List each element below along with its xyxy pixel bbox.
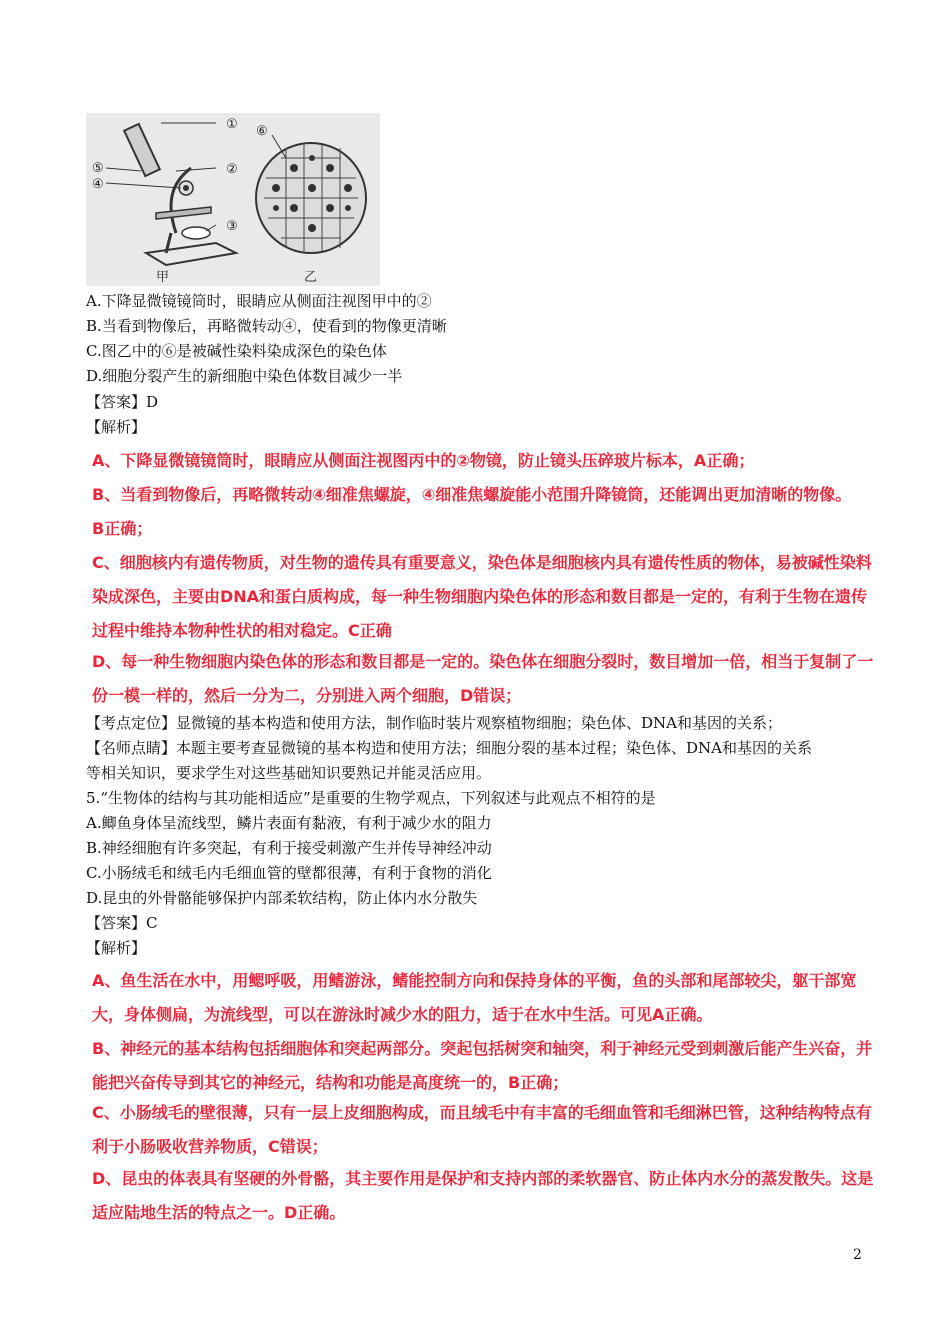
q4-dianjing-2: 等相关知识，要求学生对这些基础知识要熟记并能灵活应用。 xyxy=(86,764,492,782)
q4-analysis-c: C、细胞核内有遗传物质，对生物的遗传具有重要意义，染色体是细胞核内具有遗传性质的物体，易被碱性染料染成深色，主要由DNA和蛋白质构成，每一种生物细胞内染色体的形态和数目都是一定的，有利于生物在遗传过程中维持本物种性状的相对稳定。C正确 xyxy=(92,553,872,640)
q4-analysis-b-cont: B正确； xyxy=(92,519,153,538)
q4-option-d: D.细胞分裂产生的新细胞中染色体数目减少一半 xyxy=(86,367,403,385)
marker-1: ① xyxy=(226,117,238,132)
q4-option-c: C.图乙中的⑥是被碱性染料染成深色的染色体 xyxy=(86,342,387,360)
q5-analysis-label: 【解析】 xyxy=(86,939,147,957)
q5-option-c: C.小肠绒毛和绒毛内毛细血管的壁都很薄，有利于食物的消化 xyxy=(86,864,492,882)
microscope-figure xyxy=(86,113,380,286)
q5-analysis-a: A、鱼生活在水中，用鳃呼吸，用鳍游泳，鳍能控制方向和保持身体的平衡，鱼的头部和尾部较尖，躯干部宽大，身体侧扁，为流线型，可以在游泳时减少水的阻力，适于在水中生活。可见A正确。 xyxy=(92,971,857,1024)
marker-2: ② xyxy=(226,162,238,177)
microscope-illustration xyxy=(86,113,380,286)
q4-dianjing-1: 【名师点睛】本题主要考查显微镜的基本构造和使用方法；细胞分裂的基本过程；染色体、DNA和基因的关系 xyxy=(86,739,812,757)
q4-answer: 【答案】D xyxy=(86,393,159,411)
q4-analysis-a: A、下降显微镜镜筒时，眼睛应从侧面注视图丙中的②物镜，防止镜头压碎玻片标本，A正确； xyxy=(92,451,755,470)
q5-analysis-c: C、小肠绒毛的壁很薄，只有一层上皮细胞构成，而且绒毛中有丰富的毛细血管和毛细淋巴管，这种结构特点有利于小肠吸收营养物质，C错误； xyxy=(92,1103,872,1156)
q4-kaodian: 【考点定位】显微镜的基本构造和使用方法，制作临时装片观察植物细胞；染色体、DNA和基因的关系； xyxy=(86,714,782,732)
label-yi: 乙 xyxy=(304,270,318,285)
marker-3: ③ xyxy=(226,219,238,234)
marker-4: ④ xyxy=(92,177,104,192)
q4-option-b: B.当看到物像后，再略微转动④，使看到的物像更清晰 xyxy=(86,317,447,335)
q5-answer: 【答案】C xyxy=(86,914,158,932)
q4-analysis-b: B、当看到物像后，再略微转动④细准焦螺旋，④细准焦螺旋能小范围升降镜筒，还能调出更加清晰的物像。 xyxy=(92,485,852,504)
q4-option-a: A.下降显微镜镜筒时，眼睛应从侧面注视图甲中的② xyxy=(86,292,432,310)
q5-option-a: A.鲫鱼身体呈流线型，鳞片表面有黏液，有利于减少水的阻力 xyxy=(86,814,492,832)
q5-option-b: B.神经细胞有许多突起，有利于接受刺激产生并传导神经冲动 xyxy=(86,839,492,857)
q5-analysis-b: B、神经元的基本结构包括细胞体和突起两部分。突起包括树突和轴突，利于神经元受到刺激后能产生兴奋，并能把兴奋传导到其它的神经元，结构和功能是高度统一的，B正确； xyxy=(92,1039,873,1092)
marker-6: ⑥ xyxy=(256,124,268,139)
q4-analysis-d: D、每一种生物细胞内染色体的形态和数目都是一定的。染色体在细胞分裂时，数目增加一倍，相当于复制了一份一模一样的，然后一分为二，分别进入两个细胞，D错误； xyxy=(92,652,874,705)
q5-stem: 5.“生物体的结构与其功能相适应”是重要的生物学观点，下列叙述与此观点不相符的是 xyxy=(86,789,656,807)
label-jia: 甲 xyxy=(156,270,170,285)
q4-analysis-label: 【解析】 xyxy=(86,418,147,436)
marker-5: ⑤ xyxy=(92,161,104,176)
page-number: 2 xyxy=(853,1247,862,1263)
q5-option-d: D.昆虫的外骨骼能够保护内部柔软结构，防止体内水分散失 xyxy=(86,889,478,907)
q5-analysis-d: D、昆虫的体表具有坚硬的外骨骼，其主要作用是保护和支持内部的柔软器官、防止体内水分的蒸发散失。这是适应陆地生活的特点之一。D正确。 xyxy=(92,1169,874,1222)
